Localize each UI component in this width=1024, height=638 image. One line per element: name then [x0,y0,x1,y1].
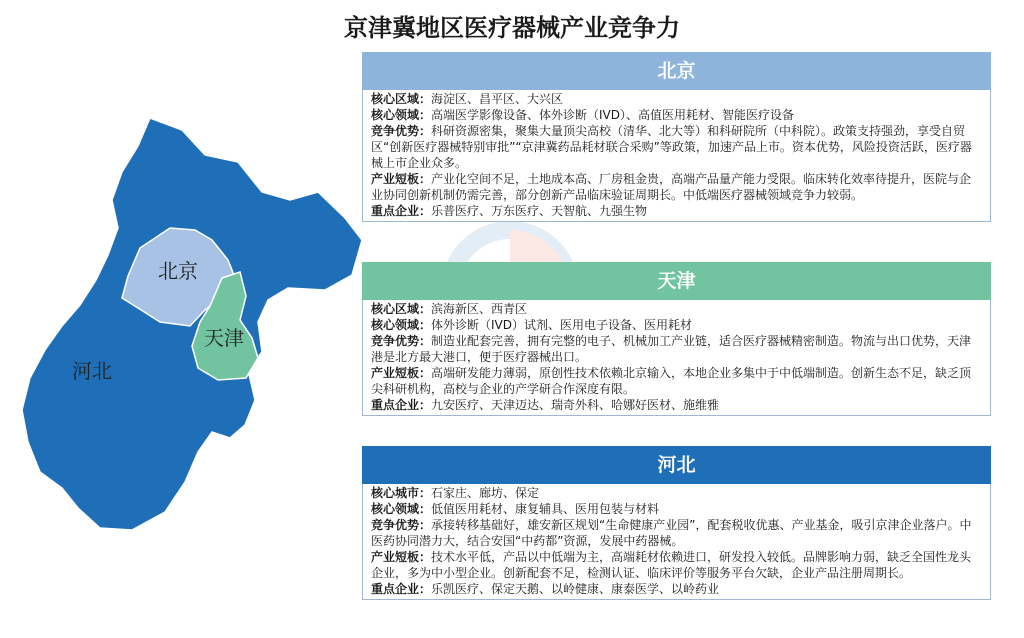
beijing-panel [362,52,991,222]
beijing-panel-body [362,90,991,222]
tianjin-core-area: 核心区域：滨海新区、西青区 [371,302,528,316]
tianjin-map-label: 天津 [204,326,244,350]
tianjin-key-companies: 重点企业：九安医疗、天津迈达、瑞奇外科、哈娜好医材、施维雅 [371,398,720,412]
beijing-core-area: 核心区域：海淀区、昌平区、大兴区 [371,92,564,106]
tianjin-panel [362,262,991,416]
beijing-advantage: 竞争优势：科研资源密集，聚集大量顶尖高校（清华、北大等）和科研院所（中科院）。政策支持强劲，享受自贸区“创新医疗器械特别审批”“京津冀药品耗材联合采购”等政策，加速产品上市。资本优势，风险投资活跃，医疗器械上市企业众多。 [371,124,972,170]
beijing-map-label: 北京 [158,259,198,283]
hebei-panel [362,446,991,600]
map-svg [0,100,370,540]
tianjin-advantage: 竞争优势：制造业配套完善，拥有完整的电子、机械加工产业链，适合医疗器械精密制造。物流与出口优势，天津港是北方最大港口，便于医疗器械出口。 [371,334,972,364]
hebei-weakness: 产业短板：技术水平低，产品以中低端为主，高端耗材依赖进口，研发投入较低。品牌影响力弱，缺乏全国性龙头企业，多为中小型企业。创新配套不足，检测认证、临床评价等服务平台欠缺，企业产品注册周期长。 [371,550,972,580]
tianjin-core-field: 核心领域：体外诊断（IVD）试剂、医用电子设备、医用耗材 [371,318,693,332]
jingjinji-map [0,100,370,540]
beijing-panel-header: 北京 [362,52,991,90]
tianjin-panel-header: 天津 [362,262,991,300]
hebei-advantage: 竞争优势：承接转移基础好，雄安新区规划“生命健康产业园”，配套税收优惠、产业基金，吸引京津企业落户。中医药协同潜力大，结合安国“中药都”资源，发展中药器械。 [371,518,972,548]
beijing-key-companies: 重点企业：乐普医疗、万东医疗、天智航、九强生物 [371,204,648,218]
page-title: 京津冀地区医疗器械产业竞争力 [344,13,680,42]
beijing-weakness: 产业短板：产业化空间不足，土地成本高、厂房租金贵，高端产品量产能力受限。临床转化效率待提升，医院与企业协同创新机制仍需完善，部分创新产品临床验证周期长。中低端医疗器械领域竞争力较弱。 [371,172,972,202]
tianjin-panel-body [362,300,991,416]
hebei-core-field: 核心领域：低值医用耗材、康复辅具、医用包装与材料 [371,502,660,516]
hebei-core-city: 核心城市：石家庄、廊坊、保定 [371,486,540,500]
tianjin-weakness: 产业短板：高端研发能力薄弱，原创性技术依赖北京输入，本地企业多集中于中低端制造。创新生态不足，缺乏顶尖科研机构，高校与企业的产学研合作深度有限。 [371,366,972,396]
hebei-panel-body [362,484,991,600]
hebei-panel-header: 河北 [362,446,991,484]
hebei-key-companies: 重点企业：乐凯医疗、保定天鹅、以岭健康、康泰医学、以岭药业 [371,582,720,596]
beijing-core-field: 核心领域：高端医学影像设备、体外诊断（IVD）、高值医用耗材、智能医疗设备 [371,108,795,122]
hebei-map-label: 河北 [72,359,112,383]
